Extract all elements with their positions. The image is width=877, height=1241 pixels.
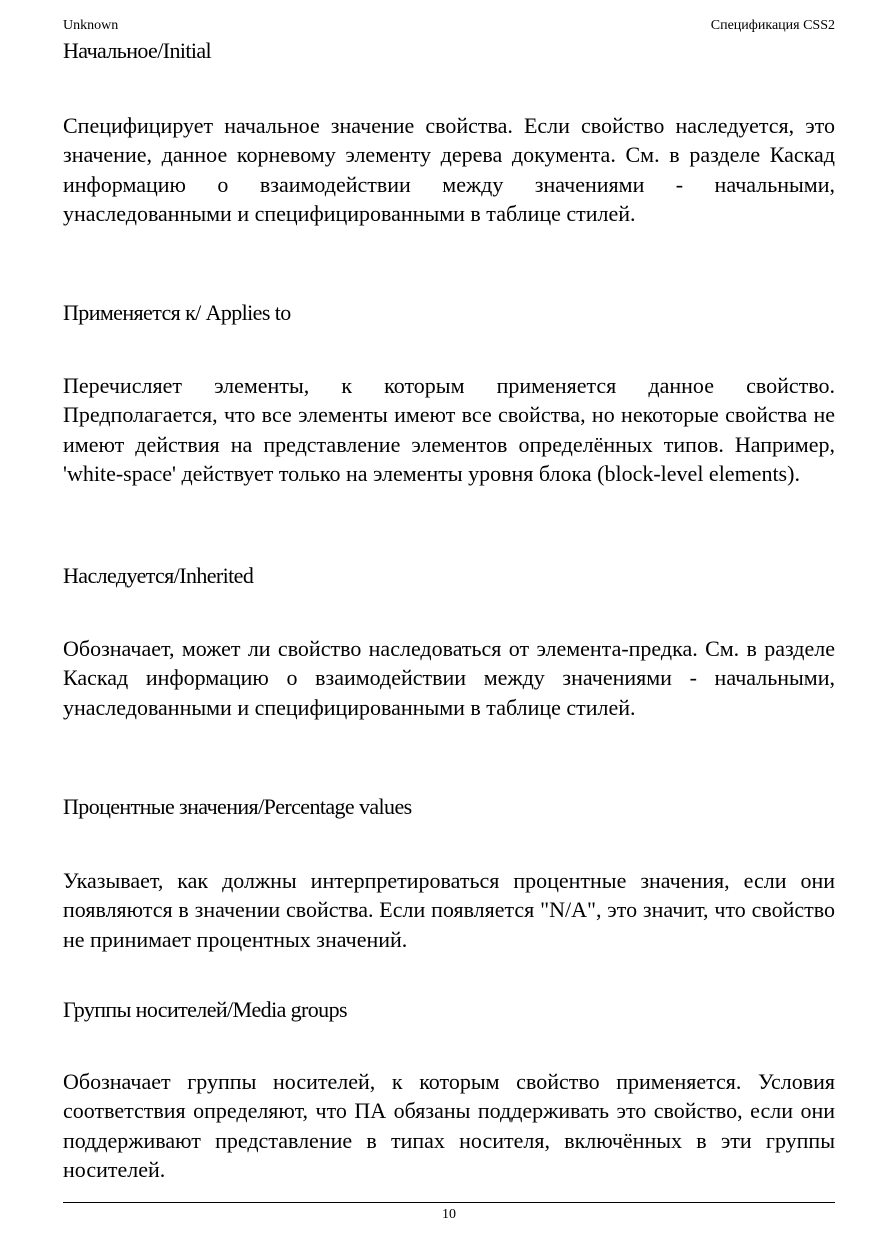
page-header	[63, 17, 835, 35]
section-text-media-groups: Обозначает группы носителей, к которым свойство применяется. Условия соответствия определяют, что ПА обязаны поддерживать это свойство, если они поддерживают представление в типах носителя, включённых в эти группы носителей.	[63, 1069, 835, 1182]
section-heading-initial: Начальное/Initial	[63, 38, 212, 63]
section-heading-applies-to: Применяется к/ Applies to	[63, 300, 291, 325]
header-right-text: Спецификация CSS2	[710, 18, 835, 33]
section-text-initial: Специфицирует начальное значение свойства. Если свойство наследуется, это значение, данное корневому элементу дерева документа. См. в разделе Каскад информацию о взаимодействии между значениями - начальными, унаследованными и специфицированными в таблице стилей.	[63, 113, 835, 226]
document-page	[63, 0, 835, 1241]
section-heading-media-groups: Группы носителей/Media groups	[63, 997, 347, 1022]
footer-divider	[63, 1202, 835, 1203]
section-heading-percentage-values: Процентные значения/Percentage values	[63, 794, 412, 819]
section-text-percentage-values: Указывает, как должны интерпретироваться процентные значения, если они появляются в значении свойства. Если появляется "N/A", это значит, что свойство не принимает процентных значений.	[63, 868, 835, 952]
section-text-applies-to: Перечисляет элементы, к которым применяется данное свойство. Предполагается, что все элементы имеют все свойства, но некоторые свойства не имеют действия на представление элементов определённых типов. Например, 'white-space' действует только на элементы уровня блока (block-level elements).	[63, 373, 835, 486]
section-heading-inherited: Наследуется/Inherited	[63, 563, 254, 588]
section-text-inherited: Обозначает, может ли свойство наследоваться от элемента-предка. См. в разделе Каскад информацию о взаимодействии между значениями - начальными, унаследованными и специфицированными в таблице стилей.	[63, 636, 835, 720]
page-number: 10	[442, 1207, 456, 1222]
header-left-text: Unknown	[63, 18, 119, 33]
